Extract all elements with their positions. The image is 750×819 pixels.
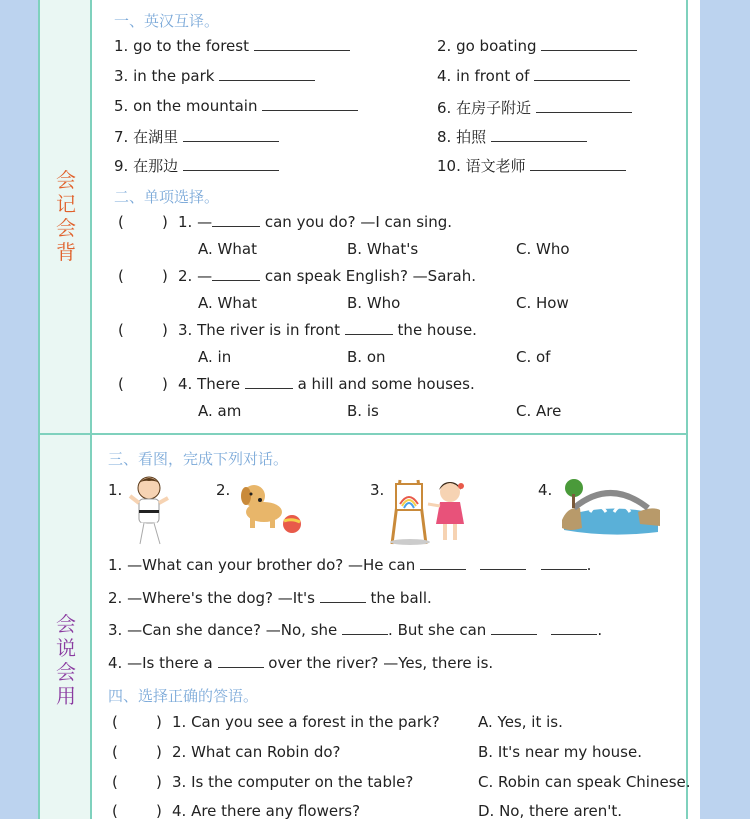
translate-item: 1. go to the forest xyxy=(114,37,350,55)
translate-item: 10. 语文老师 xyxy=(437,155,626,176)
translate-item: 4. in front of xyxy=(437,67,630,85)
mc-question: 4. There a hill and some houses. xyxy=(178,375,475,393)
choice-b: B. is xyxy=(347,402,379,420)
translate-item: 9. 在那边 xyxy=(114,155,279,176)
answer-paren[interactable]: ( ) xyxy=(112,802,162,819)
dog-and-ball-picture xyxy=(238,478,304,536)
choice-b: B. on xyxy=(347,348,386,366)
mc-question: 3. The river is in front the house. xyxy=(178,321,477,339)
choice-c: C. Who xyxy=(516,240,570,258)
dialogue-line: 1. —What can your brother do? —He can . xyxy=(108,556,592,574)
answer-paren[interactable]: ( ) xyxy=(118,321,168,339)
dialogue-line: 2. —Where's the dog? —It's the ball. xyxy=(108,589,432,607)
choice-a: A. am xyxy=(198,402,242,420)
choice-a: A. What xyxy=(198,240,257,258)
choice-c: C. How xyxy=(516,294,569,312)
karate-boy-picture xyxy=(128,474,170,548)
match-question: 3. Is the computer on the table? xyxy=(172,773,414,791)
choice-a: A. What xyxy=(198,294,257,312)
tab-label-speak: 会 说 会 用 xyxy=(56,612,76,708)
mc-question: 1. — can you do? —I can sing. xyxy=(178,213,453,231)
match-answer: A. Yes, it is. xyxy=(478,713,563,731)
translate-item: 2. go boating xyxy=(437,37,637,55)
answer-paren[interactable]: ( ) xyxy=(118,375,168,393)
translate-item: 7. 在湖里 xyxy=(114,126,279,147)
picture-number: 2. xyxy=(216,481,231,499)
left-margin xyxy=(0,0,40,819)
answer-paren[interactable]: ( ) xyxy=(112,713,162,731)
choice-c: C. of xyxy=(516,348,551,366)
girl-painting-picture xyxy=(388,474,474,546)
match-answer: D. No, there aren't. xyxy=(478,802,623,819)
translate-item: 8. 拍照 xyxy=(437,126,587,147)
answer-paren[interactable]: ( ) xyxy=(112,773,162,791)
answer-paren[interactable]: ( ) xyxy=(118,213,168,231)
section-1-title: 一、英汉互译。 xyxy=(114,12,220,30)
answer-paren[interactable]: ( ) xyxy=(112,743,162,761)
dialogue-line: 4. —Is there a over the river? —Yes, there is. xyxy=(108,654,494,672)
section-divider xyxy=(40,433,686,435)
picture-number: 4. xyxy=(538,481,553,499)
choice-c: C. Are xyxy=(516,402,562,420)
section-2-title: 二、单项选择。 xyxy=(114,188,220,206)
dialogue-line: 3. —Can she dance? —No, she . But she can . xyxy=(108,621,603,639)
section-3-title: 三、看图，完成下列对话。 xyxy=(108,450,289,468)
right-margin xyxy=(700,0,750,819)
translate-item: 6. 在房子附近 xyxy=(437,97,632,118)
match-question: 4. Are there any flowers? xyxy=(172,802,361,819)
mc-question: 2. — can speak English? —Sarah. xyxy=(178,267,477,285)
translate-item: 5. on the mountain xyxy=(114,97,358,115)
match-answer: C. Robin can speak Chinese. xyxy=(478,773,691,791)
picture-number: 1. xyxy=(108,481,123,499)
choice-b: B. What's xyxy=(347,240,419,258)
section-4-title: 四、选择正确的答语。 xyxy=(108,687,259,705)
match-answer: B. It's near my house. xyxy=(478,743,642,761)
match-question: 2. What can Robin do? xyxy=(172,743,341,761)
translate-item: 3. in the park xyxy=(114,67,315,85)
bridge-river-picture xyxy=(560,472,662,538)
tab-label-memorize: 会 记 会 背 xyxy=(56,168,76,264)
picture-number: 3. xyxy=(370,481,385,499)
choice-b: B. Who xyxy=(347,294,401,312)
choice-a: A. in xyxy=(198,348,232,366)
match-question: 1. Can you see a forest in the park? xyxy=(172,713,440,731)
answer-paren[interactable]: ( ) xyxy=(118,267,168,285)
